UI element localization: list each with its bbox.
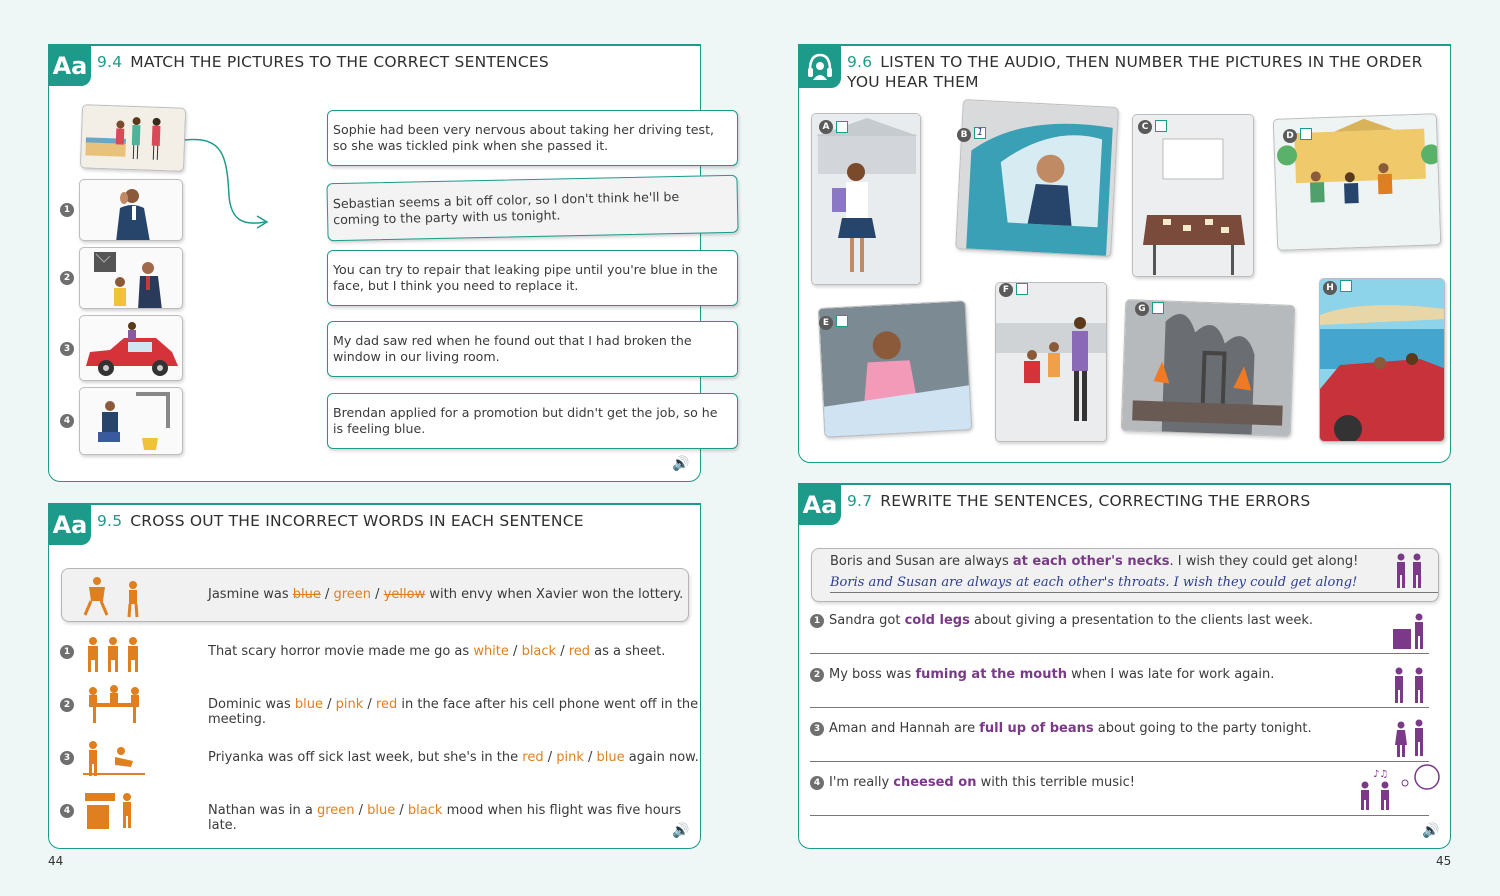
convertible-car-beach-illustration — [1320, 279, 1445, 442]
sentence-end: with this terrible music! — [976, 775, 1135, 790]
annoyed-by-music-icon — [1355, 763, 1445, 811]
sentence-row — [829, 775, 1135, 790]
page-number-right: 45 — [1436, 854, 1452, 868]
word-option[interactable]: green — [316, 803, 355, 818]
word-option[interactable]: blue — [367, 803, 396, 818]
item-number-3: 3 — [60, 751, 74, 765]
picture-example-sophie — [80, 104, 186, 172]
separator: / — [322, 697, 336, 712]
crossed-word: yellow — [383, 587, 426, 602]
exercise-title — [97, 511, 584, 531]
sentence-end: again now. — [624, 750, 699, 765]
picture-h-convertible — [1319, 278, 1445, 442]
sentence-start: Boris and Susan are always — [830, 554, 1013, 569]
exercise-title-text: MATCH THE PICTURES TO THE CORRECT SENTENCES — [130, 53, 549, 71]
exercise-number: 9.4 — [97, 53, 123, 71]
answer-line — [830, 592, 1438, 593]
picture-c-meeting-room — [1132, 114, 1254, 277]
word-option[interactable]: blue — [294, 697, 323, 712]
speaker-icon[interactable]: 🔊 — [1422, 823, 1440, 839]
picture-4-plumber — [79, 387, 183, 455]
exercise-title — [97, 52, 549, 72]
sentence-start: Priyanka was off sick last week, but she's in the — [208, 750, 523, 765]
exercise-title — [847, 491, 1310, 511]
item-number-2: 2 — [60, 271, 74, 285]
word-option[interactable]: red — [522, 750, 544, 765]
sentence-end: about giving a presentation to the clients last week. — [969, 613, 1314, 628]
angry-dad-illustration — [80, 248, 183, 309]
exercise-title-text: CROSS OUT THE INCORRECT WORDS IN EACH SENTENCE — [130, 512, 584, 530]
picture-b-car-driver — [955, 99, 1119, 257]
picture-label-b: B — [957, 128, 971, 142]
sentence-row — [208, 644, 665, 659]
speaker-icon[interactable]: 🔊 — [672, 456, 690, 472]
picture-1-sick-man — [79, 179, 183, 241]
sentence-row — [208, 750, 699, 765]
picture-label-a: A — [819, 120, 833, 134]
exercise-number: 9.7 — [847, 492, 873, 510]
separator: / — [363, 697, 376, 712]
sentence-end: in the face after his cell phone went off in the meeting. — [208, 697, 699, 727]
answer-box-e[interactable] — [836, 315, 848, 327]
separator: / — [583, 750, 597, 765]
word-option[interactable]: red — [375, 697, 398, 712]
word-option[interactable]: black — [521, 644, 557, 659]
sentence-row — [829, 613, 1313, 628]
man-in-car-illustration — [956, 100, 1119, 257]
correct-word: green — [333, 587, 372, 602]
page-number-left: 44 — [48, 854, 64, 868]
sentence-end: with envy when Xavier won the lottery. — [425, 587, 684, 602]
error-phrase: at each other's necks — [1012, 554, 1170, 569]
picture-label-e: E — [819, 316, 833, 330]
burning-building-illustration — [1122, 300, 1296, 437]
picture-label-g: G — [1135, 302, 1149, 316]
exercise-title-line-2: YOU HEAR THEM — [847, 73, 979, 91]
meeting-room-illustration — [1133, 115, 1254, 277]
item-number-4: 4 — [60, 804, 74, 818]
sentence-end: about going to the party tonight. — [1093, 721, 1312, 736]
sentence-text: Sebastian seems a bit off color, so I don't think he'll be coming to the party with us tonight. — [332, 188, 680, 228]
sentence-start: I'm really — [829, 775, 894, 790]
crying-schoolgirl-illustration — [812, 114, 921, 285]
sentence-box[interactable] — [326, 175, 738, 242]
sentence-text: You can try to repair that leaking pipe until you're blue in the face, but I think you need to replace it. — [333, 262, 718, 293]
sentence-row — [208, 697, 700, 727]
separator: / — [354, 803, 368, 818]
sentence-box[interactable] — [327, 250, 738, 306]
picture-d-children-running — [1273, 113, 1442, 251]
presenter-podium-icon — [1389, 611, 1429, 651]
item-number-1: 1 — [810, 614, 824, 628]
answer-line[interactable] — [810, 707, 1429, 708]
picture-2-angry-dad — [79, 247, 183, 309]
item-number-3: 3 — [60, 342, 74, 356]
separator: / — [371, 587, 384, 602]
vocabulary-tag: Aa — [49, 46, 91, 86]
sentence-text: My dad saw red when he found out that I had broken the window in our living room. — [333, 333, 692, 364]
svg-text:♪♫: ♪♫ — [1373, 769, 1389, 780]
sentence-box[interactable] — [327, 321, 738, 377]
crossed-word: blue — [292, 587, 321, 602]
word-option[interactable]: white — [473, 644, 509, 659]
sentence-start: Sandra got — [829, 613, 905, 628]
picture-a-schoolgirl — [811, 113, 921, 285]
dancing-couple-icon — [1391, 717, 1431, 759]
picture-g-fire — [1121, 299, 1296, 437]
answer-box-h[interactable] — [1340, 280, 1352, 292]
exercise-title — [847, 52, 1423, 92]
vocabulary-tag: Aa — [49, 505, 91, 545]
separator: / — [395, 803, 408, 818]
separator: / — [508, 644, 522, 659]
exercise-9-7-panel — [798, 483, 1451, 849]
sentence-start: Aman and Hannah are — [829, 721, 980, 736]
item-number-2: 2 — [810, 668, 824, 682]
answer-box-d[interactable] — [1300, 128, 1312, 140]
plumber-illustration — [80, 388, 183, 455]
vocabulary-tag: Aa — [799, 485, 841, 525]
answer-box-g[interactable] — [1152, 302, 1164, 314]
item-number-1: 1 — [60, 203, 74, 217]
word-option[interactable]: pink — [335, 697, 364, 712]
exercise-9-4-panel — [48, 44, 718, 482]
word-option[interactable]: blue — [596, 750, 625, 765]
exercise-number: 9.5 — [97, 512, 123, 530]
example-sentence — [830, 554, 1358, 569]
arguing-couple-icon — [1391, 552, 1427, 590]
envy-people-icon — [79, 573, 149, 619]
sentence-row — [829, 721, 1312, 736]
sentence-start: Dominic was — [208, 697, 295, 712]
exercise-9-5-panel — [48, 503, 701, 849]
sentence-end: mood when his flight was five hours late. — [208, 803, 682, 833]
answer-box-f[interactable] — [1016, 283, 1028, 295]
sentence-start: My boss was — [829, 667, 916, 682]
sentence-end: as a sheet. — [590, 644, 666, 659]
answer-line[interactable] — [810, 815, 1429, 816]
error-phrase: fuming at the mouth — [915, 667, 1067, 682]
sentence-start: Nathan was in a — [208, 803, 317, 818]
speaker-icon[interactable]: 🔊 — [672, 823, 690, 839]
word-option[interactable]: black — [407, 803, 443, 818]
meeting-table-icon — [79, 683, 149, 725]
picture-label-c: C — [1138, 120, 1152, 134]
error-phrase: cheesed on — [893, 775, 977, 790]
separator: / — [320, 587, 334, 602]
answer-box-a[interactable] — [836, 121, 848, 133]
example-sentence — [208, 587, 683, 602]
exercise-number: 9.6 — [847, 53, 873, 71]
error-phrase: cold legs — [904, 613, 970, 628]
cafe-scene-illustration — [996, 283, 1107, 442]
word-option[interactable]: pink — [556, 750, 584, 765]
scared-people-icon — [81, 631, 147, 673]
gardening-people-icon — [81, 737, 147, 777]
people-celebrating-illustration — [81, 105, 186, 172]
sick-man-illustration — [80, 180, 183, 241]
picture-f-cafe — [995, 282, 1107, 442]
answer-box-b[interactable]: 1 — [974, 127, 986, 139]
picture-label-d: D — [1283, 129, 1297, 143]
sentence-text: Sophie had been very nervous about taking her driving test, so she was tickled pink when she passed it. — [333, 122, 715, 153]
headphones-icon — [806, 52, 834, 82]
sentence-box[interactable] — [327, 393, 738, 449]
sentence-text: Brendan applied for a promotion but didn't get the job, so he is feeling blue. — [333, 405, 718, 436]
listening-tag — [799, 46, 841, 88]
exercise-9-6-panel — [798, 44, 1451, 463]
picture-3-car — [79, 315, 183, 381]
answer-line[interactable] — [810, 653, 1429, 654]
item-number-4: 4 — [60, 414, 74, 428]
sentence-end: . I wish they could get along! — [1169, 554, 1359, 569]
sentence-start: Jasmine was — [208, 587, 293, 602]
answer-box-c[interactable] — [1155, 120, 1167, 132]
example-arrow — [183, 136, 273, 236]
error-phrase: full up of beans — [979, 721, 1094, 736]
airport-traveler-icon — [83, 789, 145, 831]
item-number-4: 4 — [810, 776, 824, 790]
exercise-title-text: REWRITE THE SENTENCES, CORRECTING THE ERRORS — [880, 492, 1311, 510]
children-running-illustration — [1274, 114, 1441, 251]
picture-label-h: H — [1323, 281, 1337, 295]
sentence-end: when I was late for work again. — [1066, 667, 1275, 682]
angry-boss-icon — [1387, 663, 1431, 705]
sentence-row — [829, 667, 1274, 682]
sentence-box-example — [327, 110, 738, 166]
separator: / — [543, 750, 557, 765]
answer-line[interactable] — [810, 761, 1429, 762]
picture-label-f: F — [999, 283, 1013, 297]
example-answer: Boris and Susan are always at each other's throats. I wish they could get along! — [830, 575, 1358, 590]
separator: / — [556, 644, 569, 659]
sentence-row — [208, 803, 700, 833]
item-number-3: 3 — [810, 722, 824, 736]
item-number-1: 1 — [60, 645, 74, 659]
red-car-illustration — [80, 316, 183, 381]
sentence-start: That scary horror movie made me go as — [208, 644, 474, 659]
item-number-2: 2 — [60, 698, 74, 712]
exercise-title-line-1: LISTEN TO THE AUDIO, THEN NUMBER THE PICTURES IN THE ORDER — [880, 53, 1423, 71]
word-option[interactable]: red — [568, 644, 591, 659]
